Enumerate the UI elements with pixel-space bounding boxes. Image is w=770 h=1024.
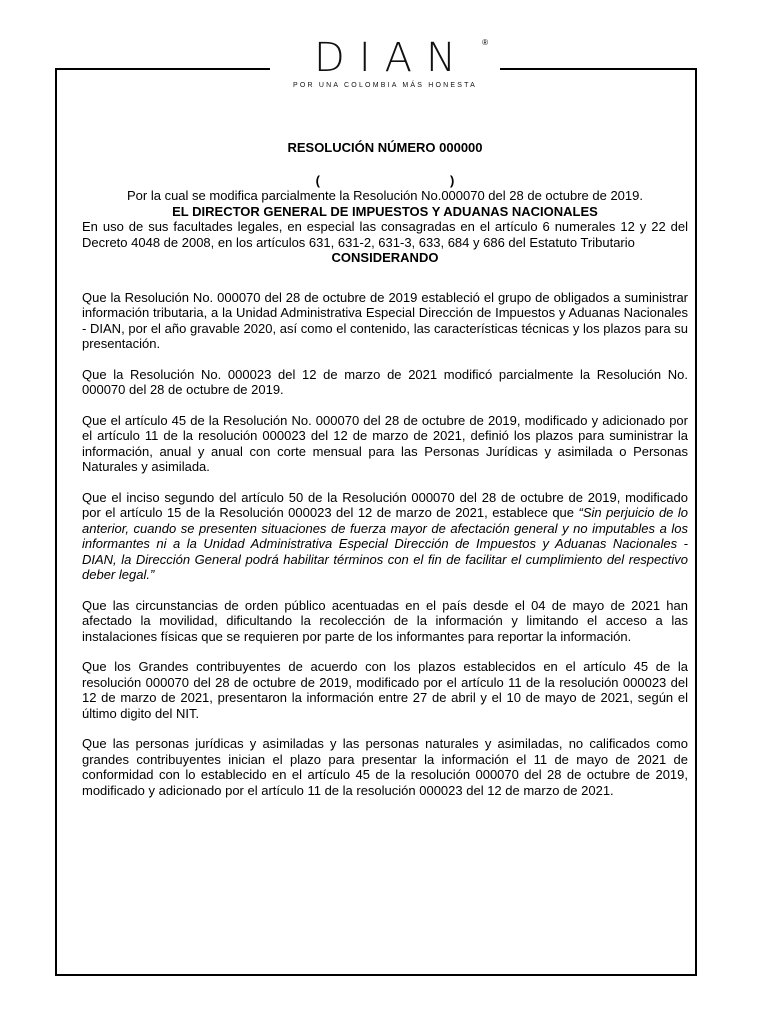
consideration-6: Que los Grandes contribuyentes de acuerdo con los plazos establecidos en el artículo 45 de la resolución 000070 del 28 de octubre de 2019, modificado por el artículo 11 de la resolución 000023 del 12 de marzo de 2021, presentaron la información entre 27 de abril y el 10 de mayo de 2021, según el último digito del NIT. — [82, 659, 688, 721]
consideration-4 — [82, 490, 688, 583]
logo-tagline: POR UNA COLOMBIA MÁS HONESTA — [293, 82, 477, 89]
resolution-subject: Por la cual se modifica parcialmente la Resolución No.000070 del 28 de octubre de 2019. — [127, 188, 643, 203]
considerando-heading: CONSIDERANDO — [331, 250, 439, 265]
consideration-4-intro: Que el inciso segundo del artículo 50 de la Resolución 000070 del 28 de octubre de 2019, modificado por el artículo 15 de la Resolución 000023 del 12 de marzo de 2021, establece que — [82, 489, 688, 520]
document-body — [82, 140, 688, 798]
resolution-number: RESOLUCIÓN NÚMERO 000000 — [287, 140, 483, 155]
consideration-2: Que la Resolución No. 000023 del 12 de marzo de 2021 modificó parcialmente la Resolución No. 000070 del 28 de octubre de 2019. — [82, 366, 688, 397]
legal-powers: En uso de sus facultades legales, en especial las consagradas en el artículo 6 numerales 12 y 22 del Decreto 4048 de 2008, en los artículos 631, 631-2, 631-3, 633, 684 y 686 del Estatuto Tributario — [82, 219, 688, 250]
resolution-date-placeholder — [82, 173, 688, 189]
consideration-4-quote: “Sin perjuicio de lo anterior, cuando se presenten situaciones de fuerza mayor de afectación general y no imputables a los informantes ni a la Unidad Administrativa Especial Dirección de Impuestos y Aduanas Nacionales - DIAN, la Dirección General podrá habilitar términos con el fin de facilitar el cumplimiento del respectivo deber legal.” — [82, 505, 688, 582]
logo-wordmark: DIAN — [314, 35, 470, 81]
dian-logo — [270, 36, 500, 96]
registered-mark: ® — [482, 38, 488, 47]
consideration-5: Que las circunstancias de orden público acentuadas en el país desde el 04 de mayo de 2021 han afectado la movilidad, dificultando la recolección de la información y limitando el acceso a las instalaciones físicas que se requieren por parte de los informantes para reportar la información. — [82, 597, 688, 644]
issuing-authority: EL DIRECTOR GENERAL DE IMPUESTOS Y ADUANAS NACIONALES — [172, 203, 598, 219]
date-open-paren: ( — [315, 172, 320, 188]
date-close-paren: ) — [450, 172, 455, 188]
consideration-1: Que la Resolución No. 000070 del 28 de octubre de 2019 estableció el grupo de obligados a suministrar información tributaria, a la Unidad Administrativa Especial Dirección de Impuestos y Aduanas Nacionales - DIAN, por el año gravable 2020, así como el contenido, las características técnicas y los plazos para su presentación. — [82, 289, 688, 351]
consideration-3: Que el artículo 45 de la Resolución No. 000070 del 28 de octubre de 2019, modificado y adicionado por el artículo 11 de la resolución 000023 del 12 de marzo de 2021, definió los plazos para suministrar la información, anual y anual con corte mensual para las Personas Jurídicas y asimilada o Personas Naturales y asimilada. — [82, 412, 688, 474]
consideration-7: Que las personas jurídicas y asimiladas y las personas naturales y asimiladas, no calificados como grandes contribuyentes inician el plazo para presentar la información el 11 de mayo de 2021 de conformidad con lo establecido en el artículo 45 de la resolución 000070 del 28 de octubre de 2019, modificado y adicionado por el artículo 11 de la resolución 000023 del 12 de marzo de 2021. — [82, 736, 688, 798]
